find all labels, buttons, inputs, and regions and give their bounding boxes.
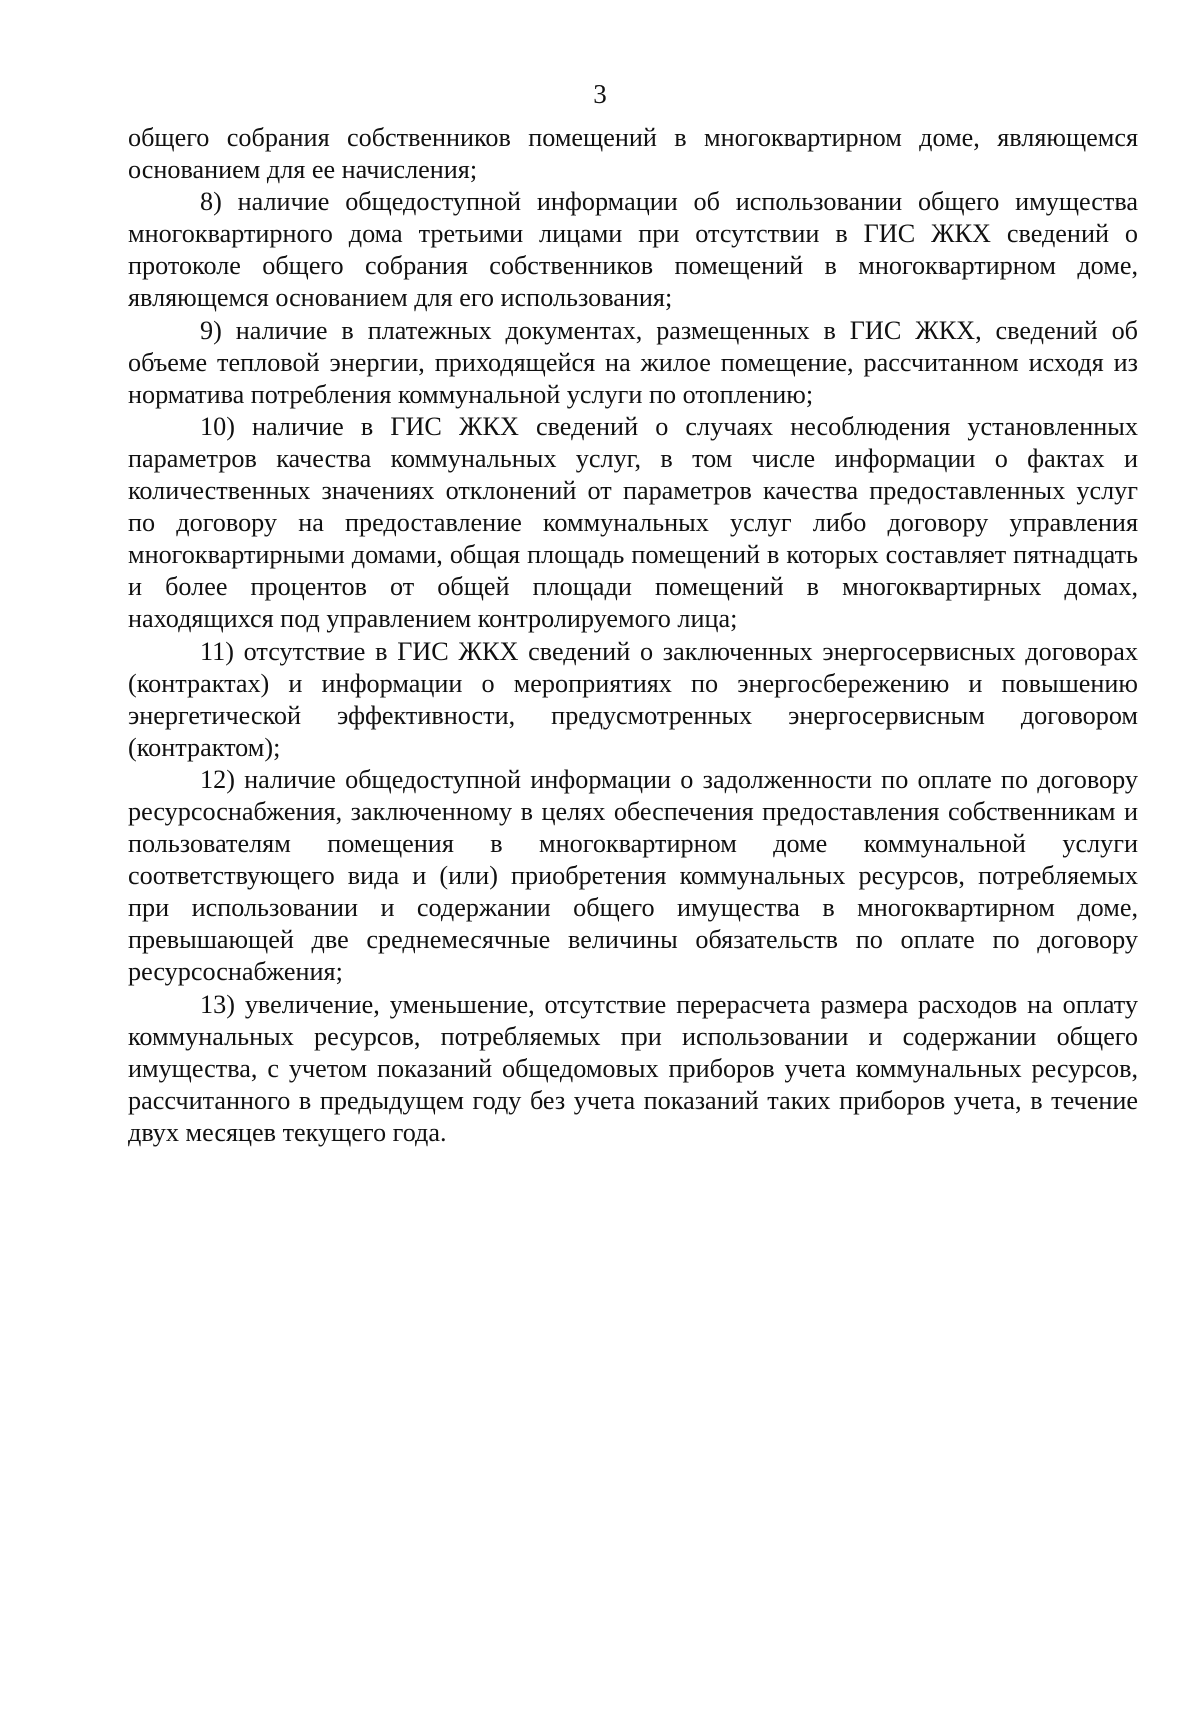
paragraph-item-12: 12) наличие общедоступной информации о задолженности по оплате по договору ресурсоснабжения, заключенному в целях обеспечения предоставления собственникам и пользователям помещения в многоквартирном доме коммунальной услуги соответствующего вида и (или) приобретения коммунальных ресурсов, потребляемых при использовании и содержании общего имущества в многоквартирном доме, превышающей две среднемесячные величины обязательств по оплате по договору ресурсоснабжения; bbox=[128, 764, 1138, 987]
paragraph-continuation: общего собрания собственников помещений в многоквартирном доме, являющемся основанием для ее начисления; bbox=[128, 123, 1138, 185]
document-body bbox=[128, 122, 1138, 1149]
paragraph-item-11: 11) отсутствие в ГИС ЖКХ сведений о заключенных энергосервисных договорах (контрактах) и информации о мероприятиях по энергосбережению и повышению энергетической эффективности, предусмотренных энергосервисным договором (контрактом); bbox=[128, 636, 1138, 762]
paragraph-item-10: 10) наличие в ГИС ЖКХ сведений о случаях несоблюдения установленных параметров качества коммунальных услуг, в том числе информации о фактах и количественных значениях отклонений от параметров качества предоставленных услуг по договору на предоставление коммунальных услуг либо договору управления многоквартирными домами, общая площадь помещений в которых составляет пятнадцать и более процентов от общей площади помещений в многоквартирных домах, находящихся под управлением контролируемого лица; bbox=[128, 411, 1138, 634]
paragraph-item-8: 8) наличие общедоступной информации об использовании общего имущества многоквартирного дома третьими лицами при отсутствии в ГИС ЖКХ сведений о протоколе общего собрания собственников помещений в многоквартирном доме, являющемся основанием для его использования; bbox=[128, 187, 1138, 313]
paragraph-item-9: 9) наличие в платежных документах, размещенных в ГИС ЖКХ, сведений об объеме тепловой энергии, приходящейся на жилое помещение, рассчитанном исходя из норматива потребления коммунальной услуги по отоплению; bbox=[128, 315, 1138, 409]
page-number: 3 bbox=[593, 79, 607, 109]
paragraph-item-13: 13) увеличение, уменьшение, отсутствие перерасчета размера расходов на оплату коммунальных ресурсов, потребляемых при использовании и содержании общего имущества, с учетом показаний общедомовых приборов учета коммунальных ресурсов, рассчитанного в предыдущем году без учета показаний таких приборов учета, в течение двух месяцев текущего года. bbox=[128, 989, 1138, 1147]
